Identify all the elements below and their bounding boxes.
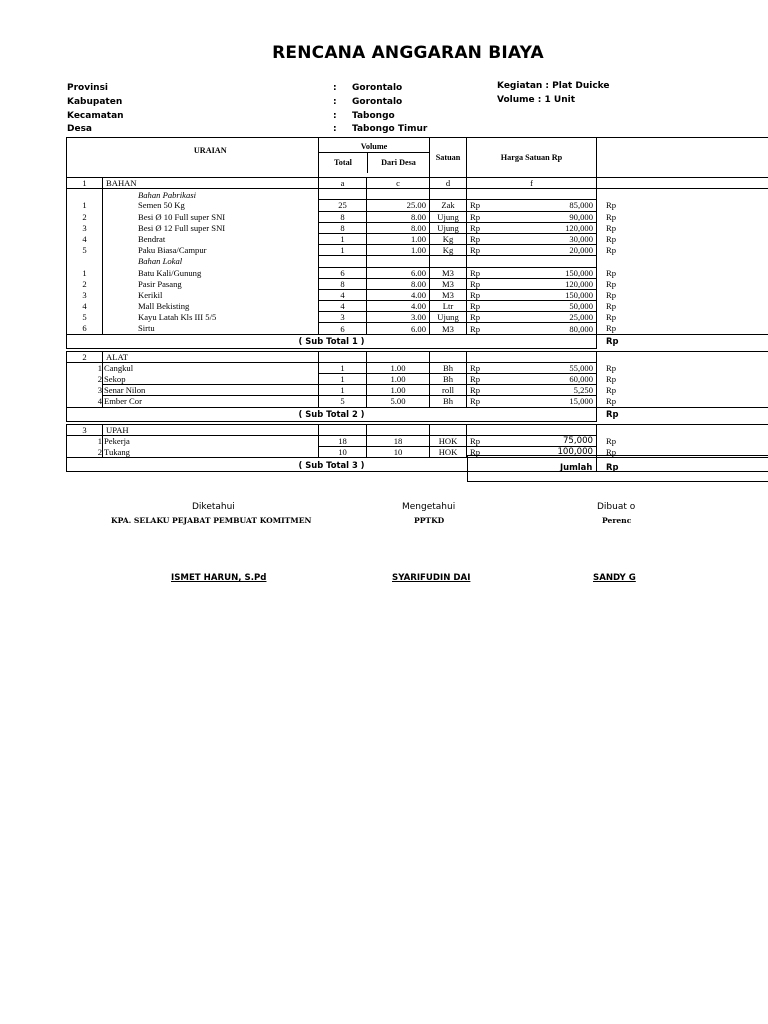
row-no: 3: [67, 289, 103, 300]
table-row: [67, 301, 768, 312]
row-rp2: Rp: [606, 200, 617, 211]
header-no-cell: [67, 138, 103, 178]
table-row: [67, 435, 768, 446]
row-total: 18: [319, 435, 367, 446]
row-name: Pasir Pasang: [103, 278, 319, 289]
meta-kabupaten-value: Gorontalo: [352, 97, 403, 107]
row-no: 6: [67, 323, 103, 334]
sig-diketahui-name: ISMET HARUN, S.Pd: [171, 573, 267, 583]
empty-cell: [467, 351, 597, 362]
row-price-cell: [467, 245, 597, 256]
table-row: [67, 362, 768, 373]
row-rp: Rp: [470, 312, 481, 323]
row-rp2: Rp: [606, 323, 617, 334]
bahan-code-row: [67, 178, 768, 189]
row-no: 1: [67, 200, 103, 211]
alat-no: 2: [67, 351, 103, 362]
row-desa: 1.00: [367, 233, 430, 244]
row-no: 1: [67, 362, 103, 373]
kegiatan-label: Kegiatan : Plat Duicke: [497, 81, 610, 91]
upah-title: UPAH: [103, 424, 319, 435]
row-price-cell: [467, 267, 597, 278]
row-price: 60,000: [569, 374, 594, 385]
row-price-cell: [467, 323, 597, 334]
title: RENCANA ANGGARAN BIAYA: [272, 43, 544, 63]
header-harga: Harga Satuan Rp: [467, 138, 597, 178]
row-desa: 8.00: [367, 222, 430, 233]
row-rp2: Rp: [606, 312, 617, 323]
row-no: 4: [67, 233, 103, 244]
row-desa: 1.00: [367, 385, 430, 396]
row-name: Batu Kali/Gunung: [103, 267, 319, 278]
table-row: [67, 278, 768, 289]
row-satuan: Ltr: [430, 301, 467, 312]
row-no: 1: [67, 267, 103, 278]
row-desa: 4.00: [367, 301, 430, 312]
row-desa: 1.00: [367, 362, 430, 373]
row-name: Sekop: [103, 374, 319, 385]
table-row: [67, 245, 768, 256]
meta-kecamatan-colon: :: [333, 111, 337, 121]
row-name: Mall Bekisting: [103, 301, 319, 312]
sig-dibuat-role: Perenc: [602, 516, 632, 525]
row-name: Besi Ø 12 Full super SNI: [103, 222, 319, 233]
meta-provinsi-label: Provinsi: [67, 83, 109, 93]
row-price-cell: [467, 374, 597, 385]
row-total: 10: [319, 446, 367, 457]
code-d: d: [430, 178, 467, 189]
row-price: 55,000: [569, 362, 594, 373]
row-price: 75,000: [562, 435, 594, 446]
meta-desa-value: Tabongo Timur: [352, 124, 428, 134]
table-row: [67, 289, 768, 300]
bahan-title: BAHAN: [103, 178, 319, 189]
row-rp2: Rp: [606, 362, 617, 373]
meta-desa-label: Desa: [67, 124, 93, 134]
row-satuan: Bh: [430, 396, 467, 407]
meta-kabupaten-colon: :: [333, 97, 337, 107]
row-price: 100,000: [557, 447, 594, 458]
sig-dibuat-name: SANDY G: [593, 573, 636, 583]
row-name: Pekerja: [103, 435, 319, 446]
row-total: 1: [319, 362, 367, 373]
row-total: 8: [319, 211, 367, 222]
row-satuan: M3: [430, 289, 467, 300]
empty-cell: [367, 351, 430, 362]
row-price-cell: [467, 222, 597, 233]
row-total: 6: [319, 323, 367, 334]
row-price: 5,250: [573, 385, 594, 396]
row-rp: Rp: [470, 385, 481, 396]
row-price-cell: [467, 278, 597, 289]
row-rp2: Rp: [606, 301, 617, 312]
sig-mengetahui-head: Mengetahui: [402, 502, 456, 512]
row-rp2: Rp: [606, 396, 617, 407]
table-row: [67, 233, 768, 244]
table-row: [67, 267, 768, 278]
row-price-cell: [467, 289, 597, 300]
row-no: 2: [67, 446, 103, 457]
empty-cell: [597, 178, 768, 189]
row-desa: 6.00: [367, 323, 430, 334]
row-no: 2: [67, 278, 103, 289]
empty-cell: [319, 189, 367, 200]
code-f: f: [467, 178, 597, 189]
sig-diketahui-role: KPA. SELAKU PEJABAT PEMBUAT KOMITMEN: [111, 516, 312, 525]
row-no: 2: [67, 211, 103, 222]
row-rp: Rp: [470, 374, 481, 385]
header-satuan: Satuan: [430, 138, 467, 178]
empty-cell: [319, 256, 367, 267]
row-satuan: Bh: [430, 374, 467, 385]
empty-cell: [367, 256, 430, 267]
meta-kecamatan-value: Tabongo: [352, 111, 395, 121]
row-rp2: Rp: [606, 435, 617, 446]
empty-cell: [597, 351, 768, 362]
table-row: [67, 374, 768, 385]
bahan-fabrikasi-label: Bahan Pabrikasi: [103, 189, 319, 200]
upah-no: 3: [67, 424, 103, 435]
bahan-lokal-row: [67, 256, 768, 267]
row-satuan: HOK: [430, 446, 467, 457]
meta-kabupaten-label: Kabupaten: [67, 97, 123, 107]
subtotal-3-label: ( Sub Total 3 ): [67, 458, 597, 472]
header-total: Total: [319, 153, 368, 173]
subtotal-2-row: [67, 407, 768, 421]
row-price-cell: [467, 233, 597, 244]
row-rp2: Rp: [606, 289, 617, 300]
empty-cell: [597, 256, 768, 267]
alat-title-row: [67, 351, 768, 362]
row-satuan: Kg: [430, 233, 467, 244]
row-total: 4: [319, 301, 367, 312]
header-volume: Volume: [319, 142, 429, 153]
meta-desa-colon: :: [333, 124, 337, 134]
row-total: 3: [319, 312, 367, 323]
row-price-cell: [467, 211, 597, 222]
header-dari-desa: Dari Desa: [381, 158, 416, 167]
row-name: Kerikil: [103, 289, 319, 300]
row-total: 8: [319, 278, 367, 289]
row-total: 25: [319, 200, 367, 211]
row-rp: Rp: [470, 362, 481, 373]
meta-provinsi-colon: :: [333, 83, 337, 93]
upah-title-row: [67, 424, 768, 435]
table-row: [67, 222, 768, 233]
row-price: 30,000: [569, 234, 594, 245]
row-rp: Rp: [470, 211, 481, 222]
row-no: 5: [67, 312, 103, 323]
row-desa: 5.00: [367, 396, 430, 407]
row-total: 1: [319, 385, 367, 396]
row-no: 5: [67, 245, 103, 256]
meta-kecamatan-label: Kecamatan: [67, 111, 124, 121]
row-desa: 8.00: [367, 211, 430, 222]
bahan-no: 1: [67, 178, 103, 189]
row-price: 90,000: [569, 211, 594, 222]
alat-title: ALAT: [103, 351, 319, 362]
header-volume-sub: [319, 153, 429, 173]
subtotal-2-label: ( Sub Total 2 ): [67, 407, 597, 421]
row-price: 120,000: [565, 278, 594, 289]
row-price-cell: [467, 362, 597, 373]
row-price-cell: [467, 396, 597, 407]
row-satuan: Zak: [430, 200, 467, 211]
table-row: [67, 396, 768, 407]
row-rp2: Rp: [606, 446, 617, 457]
empty-cell: [430, 351, 467, 362]
bahan-fabrikasi-row: [67, 189, 768, 200]
row-rp: Rp: [470, 278, 481, 289]
row-rp: Rp: [470, 447, 481, 458]
row-total: 1: [319, 233, 367, 244]
empty-cell: [467, 189, 597, 200]
row-satuan: HOK: [430, 435, 467, 446]
empty-cell: [367, 189, 430, 200]
header-row: [67, 138, 768, 178]
empty-cell: [367, 424, 430, 435]
meta-provinsi-value: Gorontalo: [352, 83, 403, 93]
row-rp2: Rp: [606, 245, 617, 256]
row-desa: 10: [367, 446, 430, 457]
subtotal-2-rp: Rp: [597, 407, 768, 421]
row-rp: Rp: [470, 200, 481, 211]
sig-diketahui-head: Diketahui: [192, 502, 235, 512]
row-no: 4: [67, 396, 103, 407]
volume-label: Volume : 1 Unit: [497, 95, 575, 105]
row-no: 4: [67, 301, 103, 312]
row-name: Ember Cor: [103, 396, 319, 407]
row-rp: Rp: [470, 301, 481, 312]
row-rp: Rp: [470, 435, 481, 446]
table-row: [67, 312, 768, 323]
empty-cell: [597, 189, 768, 200]
row-rp: Rp: [470, 234, 481, 245]
empty-cell: [319, 424, 367, 435]
row-rp2: Rp: [606, 385, 617, 396]
row-name: Paku Biasa/Campur: [103, 245, 319, 256]
bahan-lokal-label: Bahan Lokal: [103, 256, 319, 267]
row-price: 150,000: [565, 267, 594, 278]
row-satuan: roll: [430, 385, 467, 396]
table-row: [67, 200, 768, 211]
empty-cell: [430, 189, 467, 200]
empty-cell: [430, 256, 467, 267]
row-satuan: Kg: [430, 245, 467, 256]
row-price: 120,000: [565, 222, 594, 233]
row-price-cell: [467, 301, 597, 312]
row-total: 5: [319, 396, 367, 407]
row-total: 8: [319, 222, 367, 233]
sig-dibuat-head: Dibuat o: [597, 502, 636, 512]
row-no: 3: [67, 385, 103, 396]
row-rp: Rp: [470, 323, 481, 334]
row-no: 3: [67, 222, 103, 233]
row-name: Semen 50 Kg: [103, 200, 319, 211]
row-price: 15,000: [569, 396, 594, 407]
sig-mengetahui-role: PPTKD: [414, 516, 445, 525]
jumlah-rp: Rp: [606, 462, 619, 472]
table-row: [67, 211, 768, 222]
header-volume-group: [319, 138, 430, 178]
row-price-cell: [467, 435, 597, 446]
row-desa: 8.00: [367, 278, 430, 289]
row-name: Tukang: [103, 446, 319, 457]
subtotal-1-row: [67, 334, 768, 348]
subtotal-1-label: ( Sub Total 1 ): [67, 334, 597, 348]
row-rp2: Rp: [606, 234, 617, 245]
row-rp2: Rp: [606, 278, 617, 289]
jumlah-label: Jumlah: [560, 462, 593, 472]
empty-cell: [467, 256, 597, 267]
row-name: Sirtu: [103, 323, 319, 334]
row-satuan: Ujung: [430, 312, 467, 323]
row-no: 1: [67, 435, 103, 446]
header-uraian: URAIAN: [103, 138, 319, 178]
empty-cell: [430, 424, 467, 435]
row-price: 25,000: [569, 312, 594, 323]
empty-cell: [319, 351, 367, 362]
row-rp2: Rp: [606, 267, 617, 278]
empty-cell: [67, 189, 103, 200]
row-rp: Rp: [470, 267, 481, 278]
row-satuan: Bh: [430, 362, 467, 373]
row-no: 2: [67, 374, 103, 385]
row-price: 80,000: [569, 323, 594, 334]
budget-table: [66, 137, 768, 472]
row-rp: Rp: [470, 289, 481, 300]
row-rp2: Rp: [606, 374, 617, 385]
sig-mengetahui-name: SYARIFUDIN DAI: [392, 573, 471, 583]
empty-cell: [467, 424, 597, 435]
header-jumlah-cell: [597, 138, 768, 178]
row-price: 150,000: [565, 289, 594, 300]
table-row: [67, 385, 768, 396]
row-rp2: Rp: [606, 211, 617, 222]
row-total: 6: [319, 267, 367, 278]
row-name: Senar Nilon: [103, 385, 319, 396]
row-satuan: Ujung: [430, 211, 467, 222]
empty-cell: [67, 256, 103, 267]
row-desa: 1.00: [367, 374, 430, 385]
row-rp2: Rp: [606, 222, 617, 233]
row-satuan: M3: [430, 267, 467, 278]
row-desa: 3.00: [367, 312, 430, 323]
row-desa: 25.00: [367, 200, 430, 211]
row-rp: Rp: [470, 396, 481, 407]
row-price: 20,000: [569, 245, 594, 256]
row-price-cell: [467, 385, 597, 396]
row-total: 4: [319, 289, 367, 300]
row-desa: 4.00: [367, 289, 430, 300]
row-desa: 6.00: [367, 267, 430, 278]
table-row: [67, 323, 768, 334]
row-price-cell: [467, 312, 597, 323]
row-name: Bendrat: [103, 233, 319, 244]
row-total: 1: [319, 374, 367, 385]
row-satuan: M3: [430, 278, 467, 289]
row-satuan: M3: [430, 323, 467, 334]
empty-cell: [597, 424, 768, 435]
row-price: 50,000: [569, 301, 594, 312]
subtotal-1-rp: Rp: [597, 334, 768, 348]
row-name: Besi Ø 10 Full super SNI: [103, 211, 319, 222]
row-satuan: Ujung: [430, 222, 467, 233]
row-price-cell: [467, 200, 597, 211]
row-total: 1: [319, 245, 367, 256]
row-name: Cangkul: [103, 362, 319, 373]
row-rp: Rp: [470, 222, 481, 233]
code-c: c: [367, 178, 430, 189]
row-desa: 18: [367, 435, 430, 446]
row-name: Kayu Latah Kls III 5/5: [103, 312, 319, 323]
code-a: a: [319, 178, 367, 189]
row-desa: 1.00: [367, 245, 430, 256]
row-rp: Rp: [470, 245, 481, 256]
row-price: 85,000: [569, 200, 594, 211]
